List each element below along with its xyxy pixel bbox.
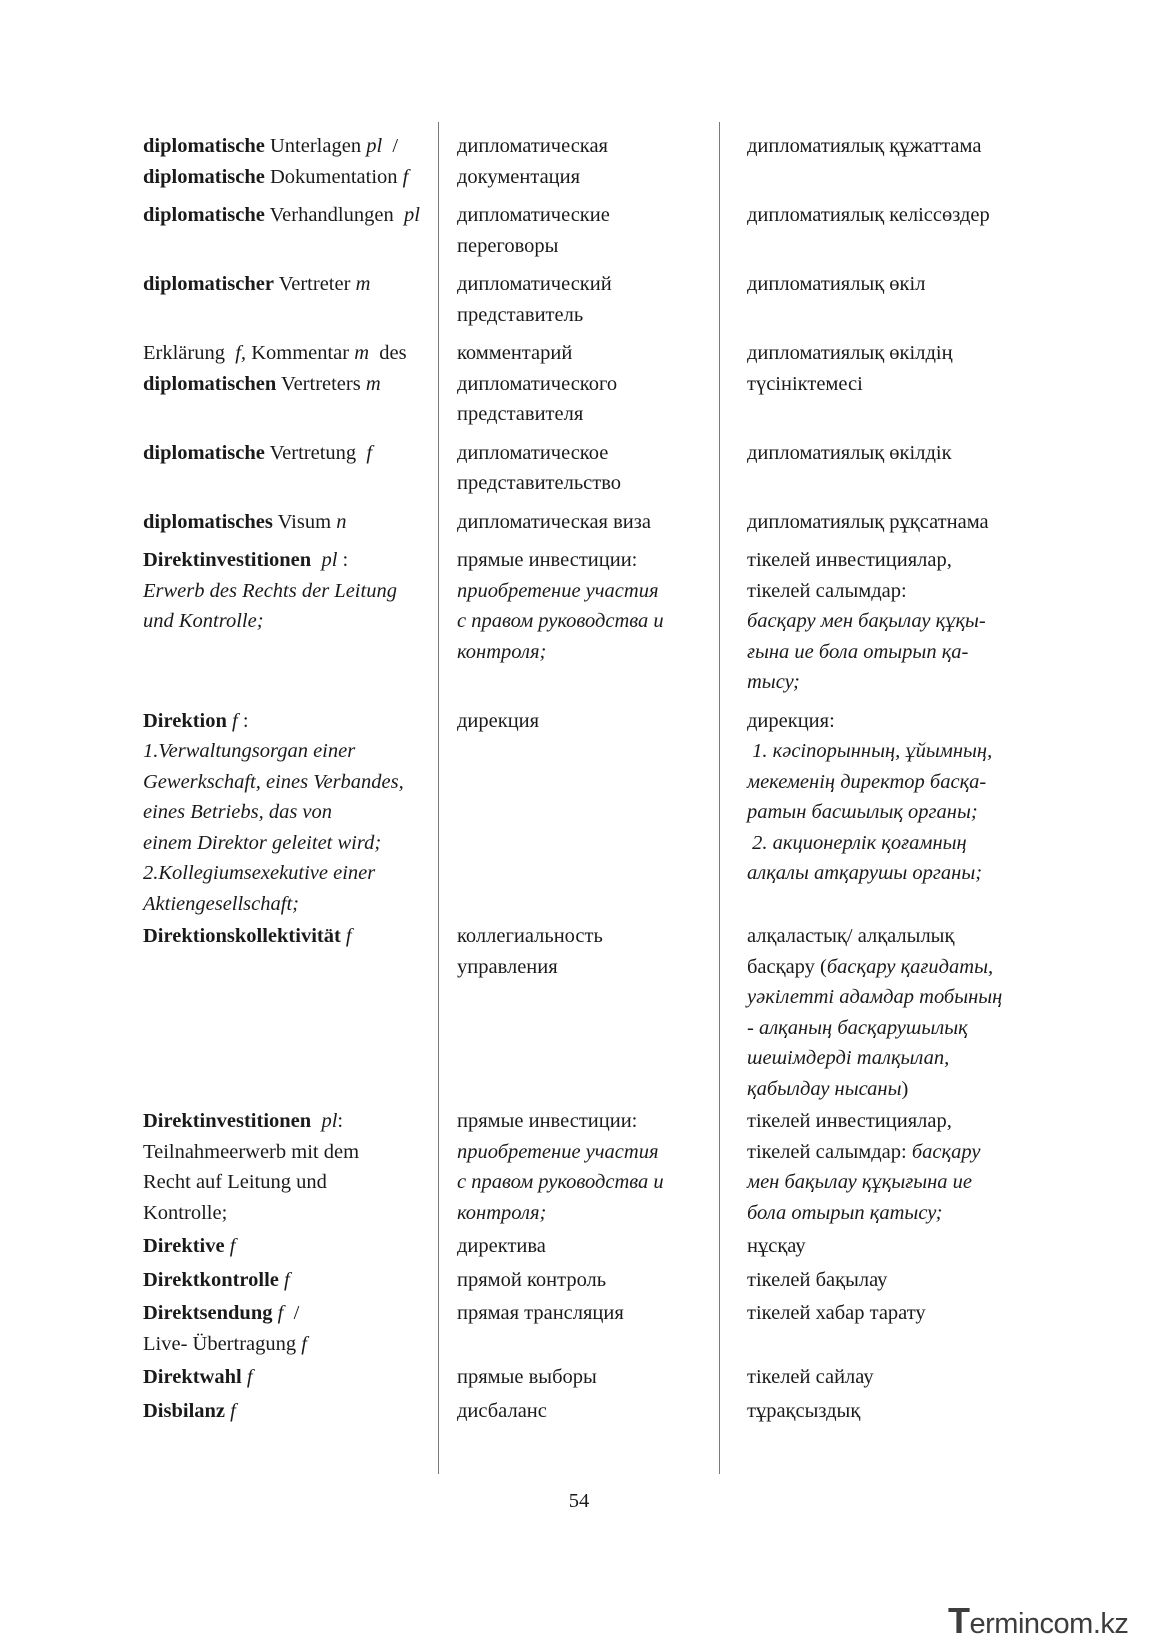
term-text: ) (901, 1077, 909, 1100)
term-text: Direktinvestitionen (143, 1110, 322, 1132)
term-text: f (366, 441, 373, 464)
term-text: басқару қағидаты, (826, 955, 994, 978)
glossary-row (143, 921, 1063, 1104)
term-line (747, 921, 1063, 952)
term-text: дипломатиялық келіссөздер (747, 204, 990, 226)
term-line (143, 606, 454, 637)
glossary-row (143, 1265, 1063, 1296)
term-text: прямой контроль (457, 1268, 607, 1291)
russian-term (454, 438, 744, 499)
term-line (747, 982, 1063, 1013)
term-text: Aktiengesellschaft; (143, 892, 299, 915)
term-text: Kommentar (246, 342, 355, 364)
term-line (457, 131, 744, 162)
term-line (747, 507, 1063, 538)
term-line (457, 921, 744, 952)
kazakh-term (744, 269, 1063, 330)
term-text: : (337, 1110, 344, 1132)
term-text: / (382, 135, 399, 157)
term-text: дипломатический (457, 273, 612, 295)
term-text: дипломатического (457, 372, 618, 395)
term-text: алқаластық/ алқалылық (747, 925, 955, 947)
term-text: дипломатиялық өкіл (747, 273, 926, 295)
term-text: ғына ие бола отырып қа- (747, 640, 969, 663)
term-text: diplomatische (143, 165, 265, 188)
term-text: Direktwahl (143, 1366, 247, 1388)
term-line (457, 269, 744, 300)
term-text: 1.Verwaltungsorgan einer (143, 740, 356, 762)
term-line (747, 200, 1063, 231)
term-text: Verhandlungen (264, 204, 404, 226)
term-line (143, 438, 454, 469)
term-text: тұрақсыздық (747, 1399, 861, 1422)
term-text: прямые инвестиции: (457, 549, 638, 571)
term-line (143, 162, 454, 193)
russian-term (454, 1362, 744, 1393)
term-line (143, 1106, 454, 1137)
term-text: Erklärung (143, 342, 236, 364)
term-line (747, 1074, 1063, 1105)
term-line (457, 1231, 744, 1262)
term-text: diplomatische (143, 204, 265, 226)
term-line (457, 1298, 744, 1329)
term-line (747, 369, 1063, 400)
kazakh-term (744, 200, 1063, 261)
term-text: m (355, 273, 371, 295)
term-text: Direktinvestitionen (143, 549, 322, 571)
term-line (747, 1362, 1063, 1393)
term-line (457, 576, 744, 607)
german-term (143, 338, 454, 430)
glossary-row (143, 706, 1063, 920)
term-text: und Kontrolle; (143, 610, 264, 632)
term-line (143, 507, 454, 538)
german-term (143, 1362, 454, 1393)
term-text: представитель (457, 303, 584, 326)
german-term (143, 1298, 454, 1359)
term-text: дипломатические (457, 204, 610, 226)
term-line (747, 438, 1063, 469)
russian-term (454, 1265, 744, 1296)
term-line (143, 131, 454, 162)
kazakh-term (744, 921, 1063, 1104)
term-text: Direktkontrolle (143, 1268, 285, 1291)
term-line (457, 300, 744, 331)
term-line (457, 1396, 744, 1427)
term-text: pl (321, 549, 338, 571)
term-line (747, 576, 1063, 607)
term-text: тікелей салымдар: (747, 579, 907, 602)
term-line (143, 889, 454, 920)
german-term (143, 269, 454, 330)
term-text: f (301, 1332, 307, 1355)
term-text: f (229, 1235, 236, 1257)
term-text: Gewerkschaft, eines Verbandes, (143, 770, 404, 793)
kazakh-term (744, 338, 1063, 430)
term-text: алқалы атқарушы органы; (747, 862, 983, 884)
term-line (747, 1167, 1063, 1198)
term-line (747, 606, 1063, 637)
kazakh-term (744, 1298, 1063, 1359)
term-line (143, 1298, 454, 1329)
term-text: дипломатическая виза (457, 510, 651, 533)
term-line (747, 706, 1063, 737)
term-text: дирекция (457, 709, 540, 732)
term-text: Visum (272, 510, 337, 533)
glossary-row (143, 1396, 1063, 1427)
term-text: Erwerb des Rechts der Leitung (143, 579, 397, 602)
russian-term (454, 545, 744, 698)
term-text: тікелей хабар тарату (747, 1302, 926, 1324)
german-term (143, 131, 454, 192)
term-line (143, 545, 454, 576)
term-line (747, 1298, 1063, 1329)
term-line (747, 1137, 1063, 1168)
german-term (143, 1231, 454, 1262)
termincom-watermark-logo: Termincom.kz (948, 1600, 1129, 1641)
term-text: diplomatisches (143, 510, 273, 533)
kazakh-term (744, 706, 1063, 920)
term-text: контроля; (457, 640, 547, 663)
russian-term (454, 200, 744, 261)
term-text: директива (457, 1235, 546, 1257)
term-text: diplomatische (143, 135, 265, 157)
term-line (143, 706, 454, 737)
term-text: шешімдерді талқылап, (747, 1047, 950, 1069)
term-text: дипломатиялық өкілдік (747, 441, 952, 464)
term-line (457, 1362, 744, 1393)
term-text: с правом руководства и (457, 610, 664, 632)
term-text: контроля; (457, 1201, 547, 1224)
term-line (143, 1362, 454, 1393)
term-line (457, 369, 744, 400)
term-line (747, 637, 1063, 668)
term-line (747, 1396, 1063, 1427)
term-text: тікелей бақылау (747, 1268, 888, 1291)
term-text: тікелей салымдар: (747, 1140, 912, 1163)
term-text: pl (321, 1110, 338, 1132)
term-line (457, 1265, 744, 1296)
term-line (747, 545, 1063, 576)
term-text: n (336, 510, 347, 533)
german-term (143, 507, 454, 538)
term-line (457, 1137, 744, 1168)
term-text: бола отырып қатысу; (747, 1201, 943, 1224)
term-text: дипломатиялық құжаттама (747, 135, 982, 157)
term-text: : (337, 549, 349, 571)
term-line (143, 797, 454, 828)
term-text: f (284, 1268, 290, 1291)
term-text: Dokumentation (264, 165, 403, 188)
term-line (143, 1231, 454, 1262)
term-text: приобретение участия (457, 579, 659, 602)
term-text: переговоры (457, 234, 559, 257)
term-line (143, 1167, 454, 1198)
term-text: басқару (911, 1140, 981, 1163)
kazakh-term (744, 438, 1063, 499)
russian-term (454, 338, 744, 430)
term-text: Vertreters (276, 372, 366, 395)
glossary-row (143, 545, 1063, 698)
term-text: Direktsendung (143, 1302, 278, 1324)
term-line (747, 1231, 1063, 1262)
term-text: түсініктемесі (747, 372, 863, 395)
glossary-row (143, 507, 1063, 538)
term-text: прямые выборы (457, 1366, 597, 1388)
term-text: представителя (457, 403, 584, 425)
glossary-row (143, 1106, 1063, 1228)
term-line (747, 1043, 1063, 1074)
term-text: Vertreter (273, 273, 356, 295)
term-line (457, 231, 744, 262)
term-line (747, 667, 1063, 698)
term-line (457, 637, 744, 668)
term-text: 2.Kollegiumsexekutive einer (143, 862, 376, 884)
term-text: Live- Übertragung (143, 1332, 302, 1355)
term-text: тысу; (747, 671, 800, 693)
term-line (143, 858, 454, 889)
term-text: Kontrolle; (143, 1201, 228, 1224)
term-line (457, 545, 744, 576)
term-text: Teilnahmeerwerb mit dem (143, 1140, 360, 1163)
term-line (747, 1265, 1063, 1296)
term-text: Vertretung (264, 441, 367, 464)
term-text: Direktion (143, 709, 233, 732)
term-line (143, 576, 454, 607)
term-line (143, 921, 454, 952)
term-text: - алқаның басқарушылық (747, 1016, 968, 1039)
kazakh-term (744, 545, 1063, 698)
term-line (747, 338, 1063, 369)
term-text: diplomatischer (143, 273, 274, 295)
kazakh-term (744, 131, 1063, 192)
kazakh-term (744, 507, 1063, 538)
german-term (143, 921, 454, 1104)
term-text: дипломатическое (457, 441, 609, 464)
russian-term (454, 1298, 744, 1359)
term-text: diplomatische (143, 441, 265, 464)
term-line (747, 828, 1063, 859)
term-text: Unterlagen (264, 135, 367, 157)
kazakh-term (744, 1231, 1063, 1262)
term-line (143, 369, 454, 400)
term-text: f, (235, 342, 247, 364)
term-text: 1. кәсіпорынның, ұйымның, (747, 740, 993, 762)
term-text: дипломатическая (457, 135, 608, 157)
term-text: нұсқау (747, 1235, 806, 1257)
german-term (143, 706, 454, 920)
term-text: Direktive (143, 1235, 230, 1257)
term-text: diplomatischen (143, 372, 277, 395)
term-text: басқару мен бақылау құқы- (747, 610, 986, 632)
term-text: / (283, 1302, 300, 1324)
term-text: прямые инвестиции: (457, 1110, 638, 1132)
glossary-row (143, 1362, 1063, 1393)
term-line (143, 338, 454, 369)
term-line (143, 736, 454, 767)
term-text: документация (457, 165, 581, 188)
term-text: f (246, 1366, 253, 1388)
kazakh-term (744, 1396, 1063, 1427)
term-line (457, 606, 744, 637)
term-text: f (230, 1399, 236, 1422)
term-text: f (277, 1302, 284, 1324)
glossary-row (143, 200, 1063, 261)
term-line (143, 828, 454, 859)
term-text: қабылдау нысаны (747, 1077, 902, 1100)
term-line (457, 468, 744, 499)
term-text: ратын басшылық органы; (747, 801, 978, 823)
term-line (747, 131, 1063, 162)
term-text: уәкілетті адамдар тобының (747, 986, 1003, 1008)
term-text: 2. акционерлік қоғамның (747, 831, 967, 854)
russian-term (454, 131, 744, 192)
term-line (143, 1137, 454, 1168)
term-text: Disbilanz (143, 1399, 231, 1422)
german-term (143, 545, 454, 698)
term-text: дирекция: (747, 709, 835, 732)
term-line (457, 399, 744, 430)
glossary-row (143, 1298, 1063, 1359)
term-text: басқару ( (747, 955, 827, 978)
term-line (143, 200, 454, 231)
term-line (747, 736, 1063, 767)
term-line (457, 162, 744, 193)
term-text: дипломатиялық өкілдің (747, 342, 953, 364)
russian-term (454, 706, 744, 920)
term-text: мекеменің директор басқа- (747, 770, 987, 793)
glossary-row (143, 131, 1063, 192)
term-text: тікелей инвестициялар, (747, 549, 952, 571)
german-term (143, 200, 454, 261)
term-text: дипломатиялық рұқсатнама (747, 510, 989, 533)
kazakh-term (744, 1362, 1063, 1393)
term-line (457, 1198, 744, 1229)
term-text: комментарий (457, 342, 573, 364)
term-line (747, 1013, 1063, 1044)
term-text: тікелей инвестициялар, (747, 1110, 952, 1132)
term-line (747, 269, 1063, 300)
term-line (457, 1167, 744, 1198)
term-text: Recht auf Leitung und (143, 1171, 327, 1193)
term-line (747, 858, 1063, 889)
term-text: мен бақылау құқығына ие (747, 1171, 972, 1193)
term-text: тікелей сайлау (747, 1366, 874, 1388)
term-text: приобретение участия (457, 1140, 659, 1163)
term-text: с правом руководства и (457, 1171, 664, 1193)
term-line (747, 1106, 1063, 1137)
term-line (747, 797, 1063, 828)
term-line (747, 952, 1063, 983)
term-text: дисбаланс (457, 1399, 547, 1422)
term-line (143, 767, 454, 798)
russian-term (454, 1231, 744, 1262)
term-text: Direktionskollektivität (143, 925, 346, 947)
kazakh-term (744, 1265, 1063, 1296)
term-line (747, 1198, 1063, 1229)
term-line (457, 338, 744, 369)
term-line (747, 767, 1063, 798)
term-text: m (354, 342, 370, 364)
german-term (143, 1396, 454, 1427)
term-line (457, 706, 744, 737)
page-number: 54 (568, 1490, 590, 1512)
kazakh-term (744, 1106, 1063, 1228)
term-text: f (345, 925, 352, 947)
term-line (143, 1265, 454, 1296)
term-text: pl (366, 135, 383, 157)
term-line (457, 507, 744, 538)
glossary-row (143, 269, 1063, 330)
term-text: представительство (457, 472, 622, 494)
glossary-row (143, 338, 1063, 430)
term-text: управления (457, 955, 558, 978)
term-line (457, 1106, 744, 1137)
term-text: des (369, 342, 407, 364)
term-text: : (237, 709, 249, 732)
term-line (143, 269, 454, 300)
russian-term (454, 269, 744, 330)
term-line (143, 1329, 454, 1360)
german-term (143, 1106, 454, 1228)
german-term (143, 1265, 454, 1296)
russian-term (454, 1396, 744, 1427)
term-text: pl (403, 204, 420, 226)
term-text: eines Betriebs, das von (143, 801, 333, 823)
term-line (143, 1198, 454, 1229)
term-line (457, 952, 744, 983)
term-line (457, 200, 744, 231)
russian-term (454, 921, 744, 1104)
term-text: прямая трансляция (457, 1302, 624, 1324)
term-text: m (365, 372, 381, 395)
german-term (143, 438, 454, 499)
glossary-table (143, 131, 1063, 1426)
russian-term (454, 1106, 744, 1228)
term-line (143, 1396, 454, 1427)
term-text: einem Direktor geleitet wird; (143, 831, 382, 854)
glossary-row (143, 1231, 1063, 1262)
term-text: f (402, 165, 409, 188)
term-text: коллегиальность (457, 925, 603, 947)
russian-term (454, 507, 744, 538)
term-text: f (232, 709, 238, 732)
glossary-row (143, 438, 1063, 499)
term-line (457, 438, 744, 469)
